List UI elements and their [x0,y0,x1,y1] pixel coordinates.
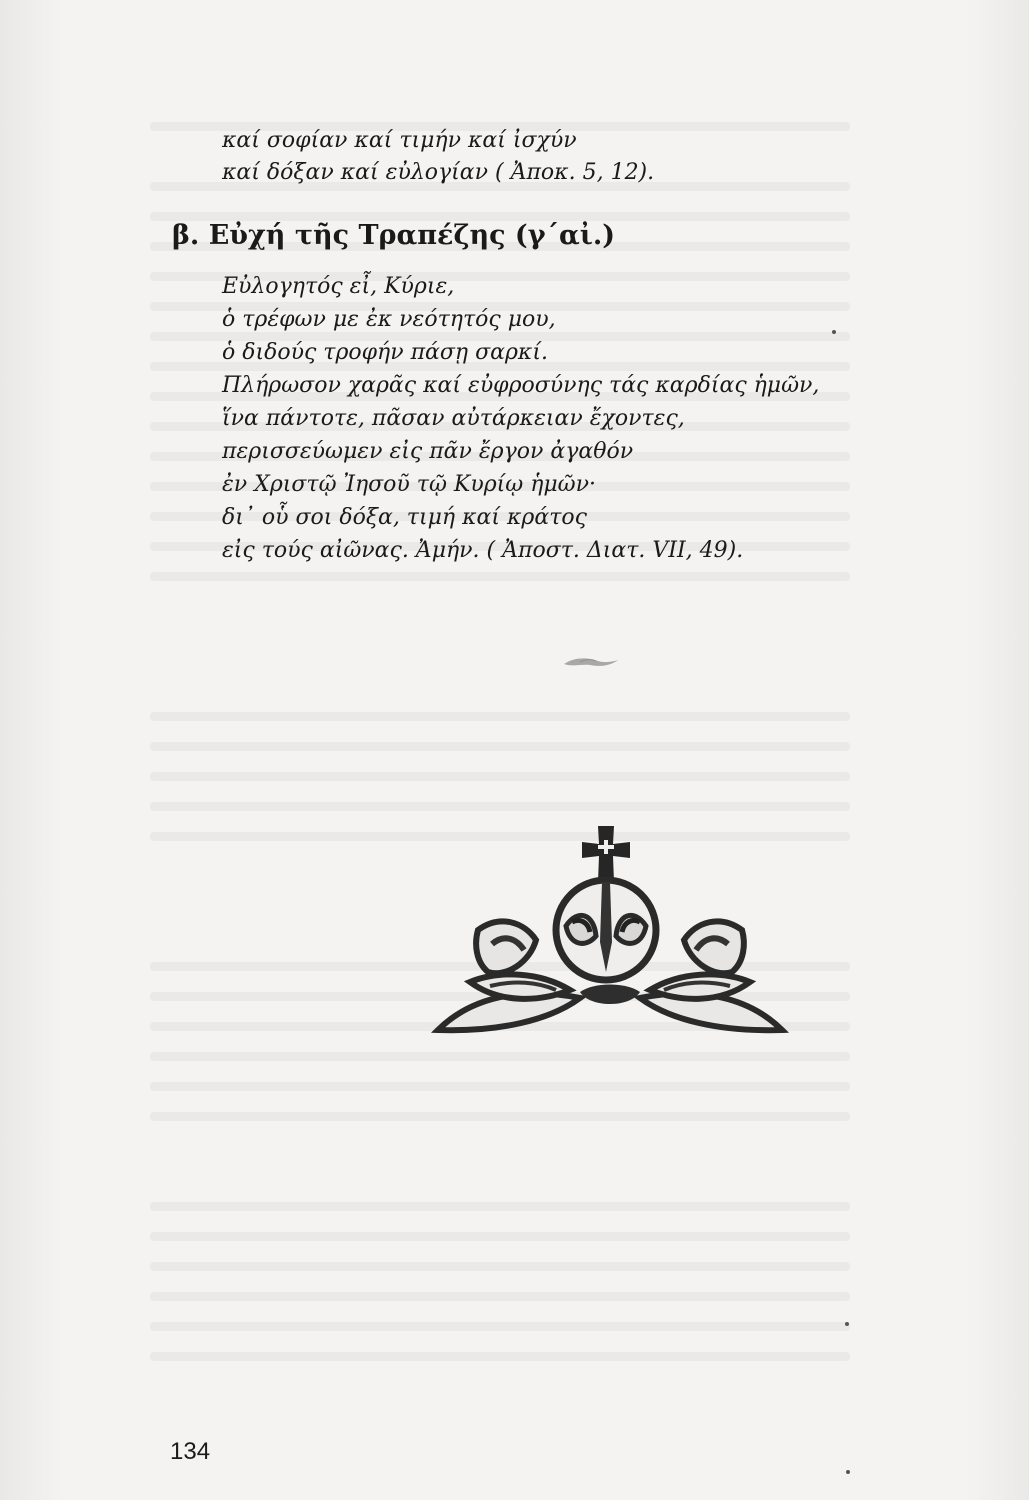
scan-speck [846,1470,850,1474]
prayer-line: Πλήρωσον χαρᾶς καί εὐφροσύνης τάς καρδίας ἡμῶν, [222,373,820,398]
prayer-line: ἐν Χριστῷ Ἰησοῦ τῷ Κυρίῳ ἡμῶν· [222,472,596,497]
prayer-line: Εὐλογητός εἶ, Κύριε, [222,274,455,299]
cross-floral-ornament-icon [430,822,790,1042]
bleed-through-line [150,802,850,811]
bleed-through-line [150,1352,850,1361]
prayer-line: δι᾽ οὗ σοι δόξα, τιμή καί κράτος [222,505,587,530]
bleed-through-line [150,1112,850,1121]
prayer-line: περισσεύωμεν εἰς πᾶν ἔργον ἀγαθόν [222,439,634,464]
bleed-through-line [150,1262,850,1271]
prayer-line: εἰς τούς αἰῶνας. Ἀμήν. ( Ἀποστ. Διατ. VII, 49). [222,538,744,563]
bleed-through-line [150,1082,850,1091]
section-title: β. Εὐχή τῆς Τραπέζης (γ΄αἰ.) [172,220,616,251]
verse-line: καί δόξαν καί εὐλογίαν ( Ἀποκ. 5, 12). [222,160,655,185]
bleed-through-line [150,772,850,781]
bleed-through-line [150,1052,850,1061]
scan-speck [845,1322,849,1326]
small-flourish-icon [560,652,620,672]
bleed-through-line [150,1202,850,1211]
prayer-line: ὁ τρέφων με ἐκ νεότητός μου, [222,307,556,332]
bleed-through-line [150,1322,850,1331]
bleed-through-line [150,1292,850,1301]
prayer-line: ὁ διδούς τροφήν πάσῃ σαρκί. [222,340,548,365]
verse-line: καί σοφίαν καί τιμήν καί ἰσχύν [222,128,577,153]
bleed-through-line [150,712,850,721]
bleed-through-line [150,1232,850,1241]
page-number: 134 [170,1438,211,1465]
prayer-line: ἵνα πάντοτε, πᾶσαν αὐτάρκειαν ἔχοντες, [222,406,685,431]
bleed-through-line [150,572,850,581]
scan-speck [832,330,836,334]
bleed-through-line [150,742,850,751]
